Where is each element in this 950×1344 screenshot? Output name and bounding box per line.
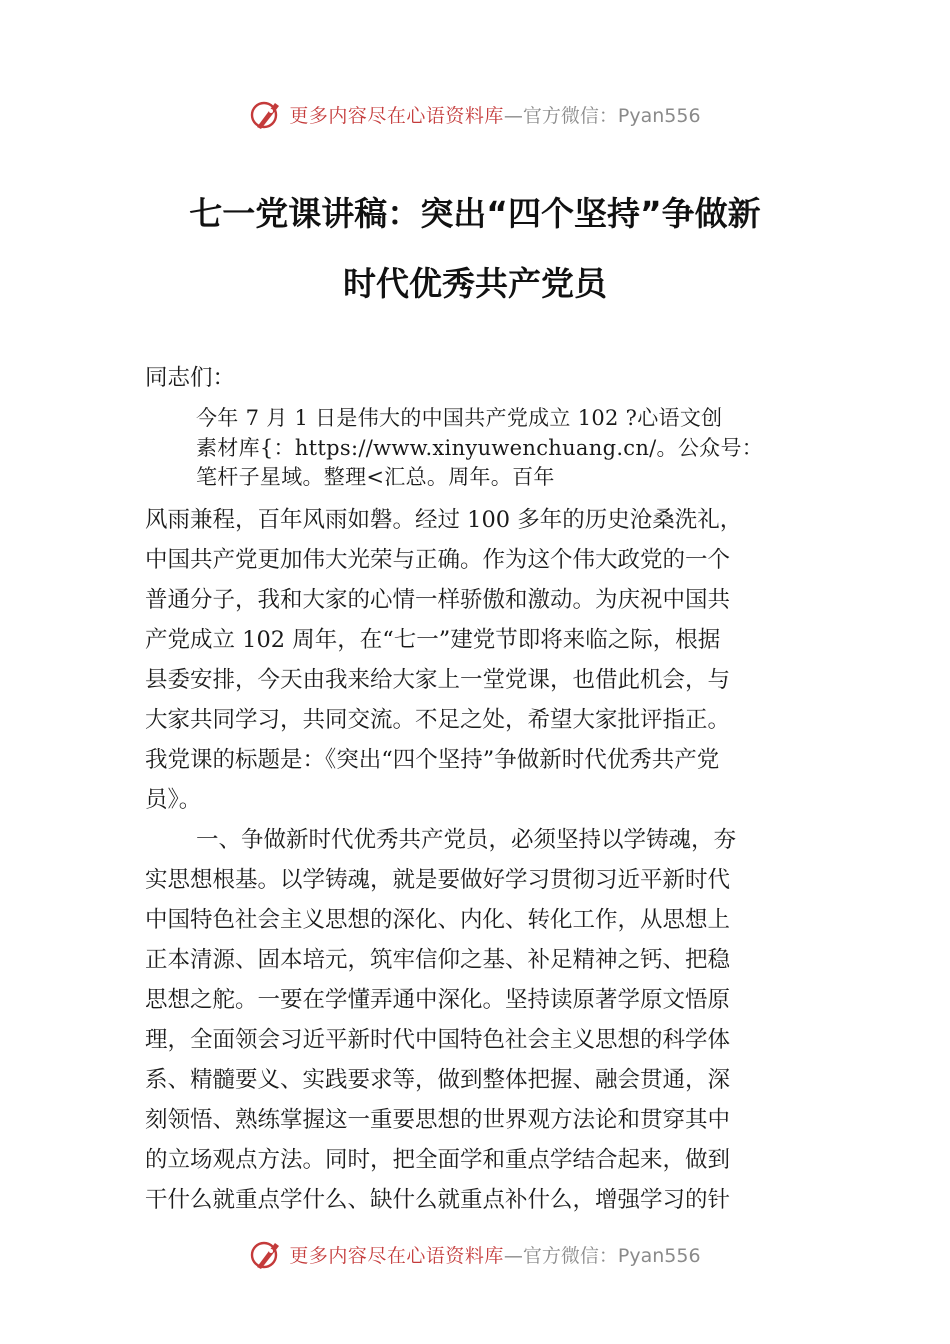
watermark-brand: 更多内容尽在心语资料库	[289, 1244, 504, 1267]
paragraph-line: 普通分子，我和大家的心情一样骄傲和激动。为庆祝中国共	[145, 587, 731, 613]
paragraph-line: 的立场观点方法。同时，把全面学和重点学结合起来，做到	[145, 1147, 731, 1173]
paragraph-line: 风雨兼程，百年风雨如磐。经过 100 多年的历史沧桑洗礼，	[145, 507, 743, 533]
paragraph-line: 中国特色社会主义思想的深化、内化、转化工作，从思想上	[145, 907, 731, 933]
paragraph-line: 产党成立 102 周年，在“七一”建党节即将来临之际，根据	[145, 627, 721, 653]
document-title-line-2: 时代优秀共产党员	[343, 264, 607, 303]
paragraph-line: 系、精髓要义、实践要求等，做到整体把握、融会贯通，深	[145, 1067, 731, 1093]
watermark-contact: —官方微信：Pyan556	[503, 1244, 701, 1267]
header-watermark	[0, 94, 950, 134]
paragraph-line: 大家共同学习，共同交流。不足之处，希望大家批评指正。	[145, 707, 731, 733]
inserted-line: 今年 7 月 1 日是伟大的中国共产党成立 102 ?心语文创	[196, 406, 723, 430]
paragraph-line: 理，全面领会习近平新时代中国特色社会主义思想的科学体	[145, 1027, 731, 1053]
paragraph-line: 刻领悟、熟练掌握这一重要思想的世界观方法论和贯穿其中	[145, 1107, 731, 1133]
inserted-line: 笔杆子星域。整理<汇总。周年。百年	[196, 465, 555, 489]
paragraph-line: 员》。	[145, 787, 202, 813]
paragraph-line: 一、争做新时代优秀共产党员，必须坚持以学铸魂，夯	[196, 827, 737, 853]
salutation: 同志们：	[145, 365, 236, 391]
watermark-brand: 更多内容尽在心语资料库	[289, 104, 504, 127]
paragraph-line: 实思想根基。以学铸魂，就是要做好学习贯彻习近平新时代	[145, 867, 731, 893]
paragraph-line: 正本清源、固本培元，筑牢信仰之基、补足精神之钙、把稳	[145, 947, 731, 973]
inserted-line: 素材库{：https://www.xinyuwenchuang.cn/。公众号：	[196, 436, 764, 460]
pen-nib-circle-icon	[249, 1237, 283, 1271]
document-title-line-1: 七一党课讲稿：突出“四个坚持”争做新	[189, 194, 761, 233]
watermark-contact: —官方微信：Pyan556	[503, 104, 701, 127]
paragraph-line: 我党课的标题是：《突出“四个坚持”争做新时代优秀共产党	[145, 747, 720, 773]
footer-watermark	[0, 1234, 950, 1274]
pen-nib-circle-icon	[249, 97, 283, 131]
paragraph-line: 思想之舵。一要在学懂弄通中深化。坚持读原著学原文悟原	[145, 987, 731, 1013]
paragraph-line: 干什么就重点学什么、缺什么就重点补什么，增强学习的针	[145, 1187, 731, 1213]
paragraph-line: 县委安排，今天由我来给大家上一堂党课，也借此机会，与	[145, 667, 731, 693]
paragraph-line: 中国共产党更加伟大光荣与正确。作为这个伟大政党的一个	[145, 547, 731, 573]
